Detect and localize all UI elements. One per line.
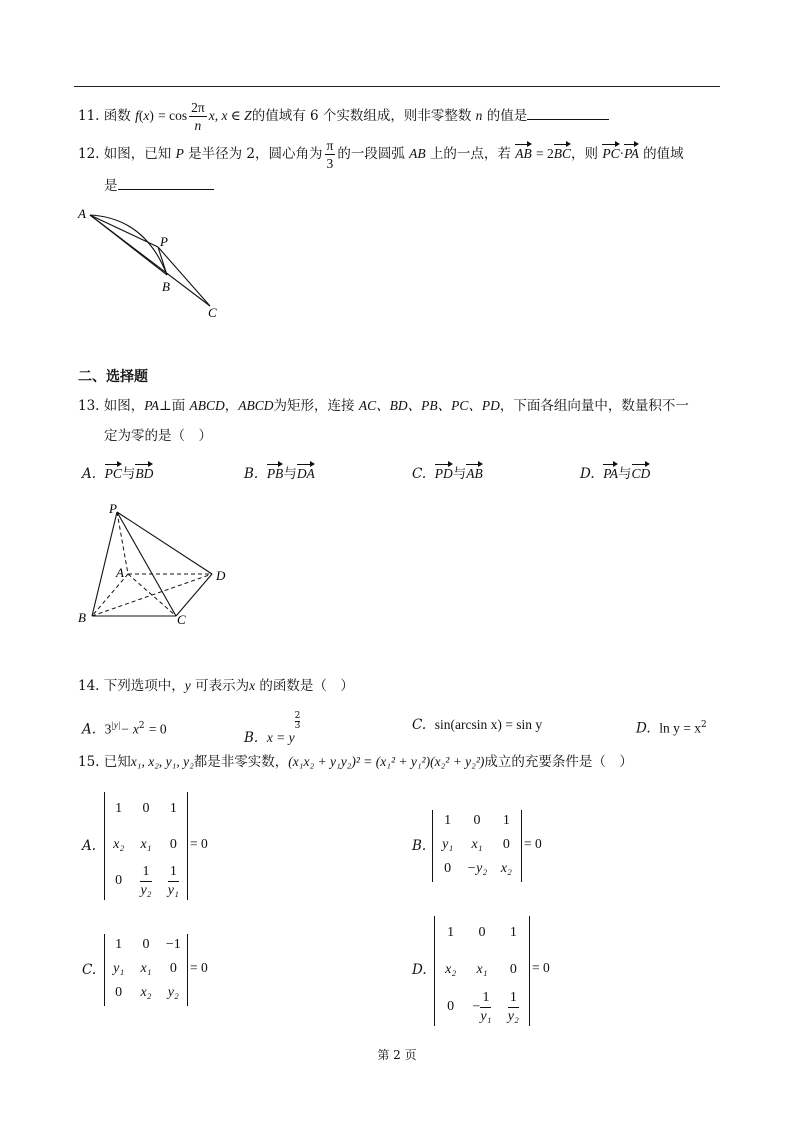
- det-cell: 0: [444, 861, 452, 876]
- vector-PA: PA: [624, 142, 639, 161]
- q15-option-B-label[interactable]: B.: [412, 838, 427, 854]
- det-cell: 0: [502, 837, 510, 852]
- question-13: 13. 如图，PA⊥面 ABCD，ABCD为矩形，连接 AC、BD、PB、PC、PD，下面各组向量中，数量积不一: [78, 398, 689, 414]
- question-12: 12. 如图，已知 P 是半径为 2，圆心角为 $\frac{\pi}{3}$ 的一段圆弧 AB 上的一点，若 AB = 2BC，则 PC·PA 的值域: [78, 137, 684, 171]
- det-cell: −y₂: [466, 861, 488, 876]
- q15-option-C-label[interactable]: C.: [82, 962, 97, 978]
- question-12-line2: 是: [104, 176, 214, 196]
- det-cell: 0: [142, 801, 150, 816]
- det-B-equals-zero: = 0: [524, 836, 542, 851]
- det-cell: x₁: [140, 961, 152, 976]
- det-cell: $\frac{1}{\text{y₂}}$: [507, 989, 519, 1024]
- label-B: B: [162, 279, 170, 294]
- label-A: A: [78, 206, 86, 221]
- label-A: A: [116, 565, 124, 580]
- det-cell: x₁: [140, 837, 152, 852]
- determinant-C: [104, 934, 188, 1006]
- determinant-B: [432, 810, 522, 882]
- q13-option-C[interactable]: C. PD与AB: [412, 462, 483, 486]
- label-C: C: [208, 305, 217, 320]
- det-cell: 0: [478, 925, 486, 941]
- det-cell: 1: [115, 937, 123, 952]
- det-cell: x₁: [471, 837, 483, 852]
- det-cell: 0: [115, 873, 123, 888]
- answer-blank-11[interactable]: [527, 119, 609, 120]
- q15-option-A-label[interactable]: A.: [82, 838, 97, 854]
- det-cell: 0: [142, 937, 150, 952]
- det-cell: 1: [502, 813, 510, 828]
- fraction-pi-over-3: $\frac{\pi}{3}$: [326, 137, 334, 171]
- det-cell: 0: [473, 813, 481, 828]
- q13-option-D[interactable]: D. PA与CD: [580, 462, 650, 486]
- det-cell: 0: [115, 985, 123, 1000]
- segment-AP: [90, 215, 158, 247]
- determinant-D: [434, 916, 530, 1026]
- q14-option-D[interactable]: D. $\ln y = x^2$: [636, 720, 707, 737]
- figure-13-pyramid: [72, 500, 242, 630]
- answer-blank-12[interactable]: [118, 189, 214, 190]
- vector-BC: BC: [554, 142, 571, 161]
- det-cell: $\frac{1}{\text{y₂}}$: [140, 864, 152, 898]
- header-rule: [74, 86, 720, 87]
- det-cell: x₂: [140, 985, 152, 1000]
- question-15: 15. 已知x₁, x₂, y₁, y₂都是非零实数，(x₁x₂ + y₁y₂)² = (x₁² + y₁²)(x₂² + y₂²)成立的充要条件是（ ）: [78, 754, 633, 770]
- q14-option-C[interactable]: C. sin(arcsin x) = sin y: [412, 717, 543, 733]
- q13-option-B[interactable]: B. PB与DA: [244, 462, 315, 486]
- det-cell: 1: [169, 801, 177, 816]
- q15-option-D-label[interactable]: D.: [412, 962, 427, 978]
- edge-PB: [92, 512, 117, 616]
- label-P: P: [160, 234, 168, 249]
- segment-AB: [90, 215, 167, 275]
- section-title: 二、选择题: [78, 369, 148, 385]
- question-11: 11. 函数 f(x) = cos $\frac{2\pi}{n}$ x, x ∈ Z的值域有 6 个实数组成，则非零整数 n 的值是: [78, 100, 609, 132]
- det-cell: − $\frac{1}{\text{y₁}}$: [472, 989, 492, 1024]
- det-cell: 1: [115, 801, 123, 816]
- label-D: D: [216, 568, 226, 583]
- edge-PD: [117, 512, 212, 574]
- vector-AB: AB: [515, 142, 532, 161]
- exponent-two-thirds: $\frac{2}{3}$: [294, 711, 301, 731]
- det-cell: y₁: [113, 961, 125, 976]
- det-cell: x₂: [445, 962, 457, 977]
- det-cell: 1: [447, 925, 455, 941]
- q14-option-A[interactable]: A. $3^{|y|}- x^2 = 0$: [82, 720, 167, 738]
- label-P: P: [109, 501, 117, 516]
- figure-12-arc-diagram: [70, 200, 230, 325]
- det-A-equals-zero: = 0: [190, 836, 208, 851]
- det-cell: 1: [509, 925, 517, 941]
- det-cell: 0: [169, 837, 177, 852]
- vector-PC: PC: [602, 142, 619, 161]
- det-cell: 0: [447, 998, 455, 1014]
- q14-option-B[interactable]: B. x = y $\frac{2}{3}$: [244, 711, 301, 746]
- det-D-equals-zero: = 0: [532, 960, 550, 975]
- det-cell: 0: [509, 962, 517, 977]
- det-cell: x₂: [113, 837, 125, 852]
- det-C-equals-zero: = 0: [190, 960, 208, 975]
- determinant-A: [104, 792, 188, 900]
- label-B: B: [78, 610, 86, 625]
- fraction-2pi-over-n: $\frac{2\pi}{n}$: [191, 99, 205, 133]
- q13-option-A[interactable]: A. PC与BD: [82, 462, 153, 486]
- page-number: 第 2 页: [377, 1048, 417, 1062]
- det-cell: 0: [169, 961, 177, 976]
- det-cell: x₁: [476, 962, 488, 977]
- det-cell: $\frac{1}{\text{y₁}}$: [167, 864, 179, 898]
- question-13-line2: 定为零的是（ ）: [104, 428, 212, 444]
- det-cell: −1: [165, 937, 181, 952]
- det-cell: y₂: [167, 985, 179, 1000]
- label-C: C: [177, 612, 186, 627]
- question-14: 14. 下列选项中，y 可表示为x 的函数是（ ）: [78, 678, 354, 694]
- segment-PC: [158, 247, 210, 306]
- det-cell: x₂: [500, 861, 512, 876]
- det-cell: 1: [444, 813, 452, 828]
- det-cell: y₁: [442, 837, 454, 852]
